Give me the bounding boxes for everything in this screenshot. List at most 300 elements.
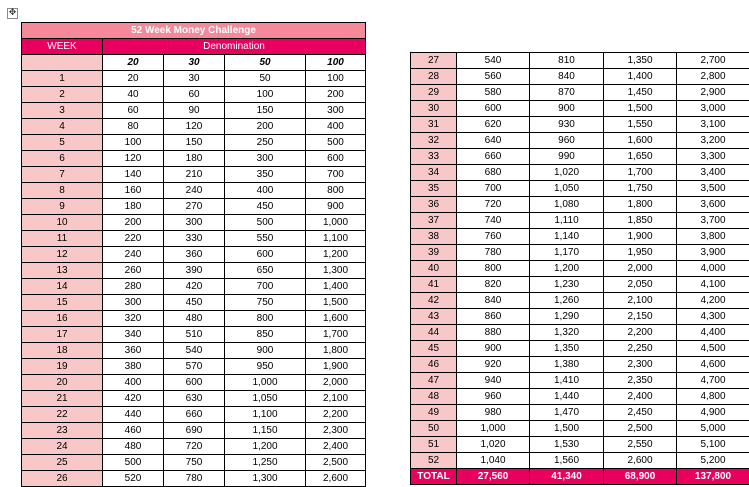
amount-cell: 500 [225,215,306,231]
amount-cell: 580 [457,85,530,101]
table-row [22,183,366,199]
table-row [22,151,366,167]
table-row [411,341,749,357]
amount-cell: 390 [164,263,225,279]
table-row [22,135,366,151]
amount-cell: 600 [164,375,225,391]
week-number-cell: 15 [22,295,103,311]
amount-cell: 1,800 [306,343,366,359]
amount-cell: 60 [103,103,164,119]
amount-cell: 5,200 [677,453,749,469]
amount-cell: 20 [103,71,164,87]
amount-cell: 5,000 [677,421,749,437]
table-row [411,261,749,277]
week-number-cell: 45 [411,341,457,357]
amount-cell: 400 [103,375,164,391]
amount-cell: 1,140 [530,229,604,245]
amount-cell: 2,250 [604,341,677,357]
amount-cell: 690 [164,423,225,439]
amount-cell: 660 [457,149,530,165]
amount-cell: 980 [457,405,530,421]
amount-cell: 3,100 [677,117,749,133]
amount-cell: 350 [225,167,306,183]
amount-cell: 1,850 [604,213,677,229]
amount-cell: 30 [164,71,225,87]
denomination-50: 50 [225,55,306,71]
amount-cell: 200 [103,215,164,231]
table-row [22,327,366,343]
total-row [411,469,749,485]
table-row [22,455,366,471]
amount-cell: 100 [225,87,306,103]
amount-cell: 4,000 [677,261,749,277]
table-row [22,471,366,487]
amount-cell: 1,320 [530,325,604,341]
table-row [411,213,749,229]
amount-cell: 1,040 [457,453,530,469]
total-cell: 137,800 [677,469,749,485]
amount-cell: 1,050 [530,181,604,197]
table-row [411,373,749,389]
week-number-cell: 12 [22,247,103,263]
table-row [22,375,366,391]
week-number-cell: 39 [411,245,457,261]
table-row [22,119,366,135]
amount-cell: 3,900 [677,245,749,261]
week-number-cell: 8 [22,183,103,199]
amount-cell: 440 [103,407,164,423]
table-row [22,407,366,423]
amount-cell: 520 [103,471,164,487]
amount-cell: 1,500 [530,421,604,437]
amount-cell: 1,470 [530,405,604,421]
amount-cell: 2,200 [306,407,366,423]
amount-cell: 2,600 [604,453,677,469]
amount-cell: 1,550 [604,117,677,133]
amount-cell: 1,600 [306,311,366,327]
amount-cell: 1,650 [604,149,677,165]
week-number-cell: 28 [411,69,457,85]
amount-cell: 2,000 [306,375,366,391]
week-number-cell: 29 [411,85,457,101]
table-row [22,279,366,295]
amount-cell: 60 [164,87,225,103]
amount-cell: 1,410 [530,373,604,389]
amount-cell: 2,500 [306,455,366,471]
week-number-cell: 3 [22,103,103,119]
table-row [22,343,366,359]
amount-cell: 4,500 [677,341,749,357]
amount-cell: 540 [457,53,530,69]
week-number-cell: 16 [22,311,103,327]
week-number-cell: 32 [411,133,457,149]
week-number-cell: 2 [22,87,103,103]
amount-cell: 220 [103,231,164,247]
amount-cell: 1,000 [225,375,306,391]
amount-cell: 1,290 [530,309,604,325]
amount-cell: 900 [457,341,530,357]
amount-cell: 930 [530,117,604,133]
amount-cell: 700 [225,279,306,295]
amount-cell: 140 [103,167,164,183]
amount-cell: 100 [103,135,164,151]
week-number-cell: 50 [411,421,457,437]
table-row [22,263,366,279]
week-number-cell: 27 [411,53,457,69]
amount-cell: 780 [164,471,225,487]
amount-cell: 700 [457,181,530,197]
table-move-handle-icon[interactable]: ✥ [7,8,18,19]
amount-cell: 120 [164,119,225,135]
amount-cell: 400 [306,119,366,135]
blank-week-cell [22,55,103,71]
amount-cell: 500 [103,455,164,471]
total-label: TOTAL [411,469,457,485]
amount-cell: 4,700 [677,373,749,389]
amount-cell: 2,550 [604,437,677,453]
amount-cell: 3,300 [677,149,749,165]
amount-cell: 2,200 [604,325,677,341]
week-number-cell: 6 [22,151,103,167]
week-number-cell: 47 [411,373,457,389]
amount-cell: 100 [306,71,366,87]
amount-cell: 1,950 [604,245,677,261]
amount-cell: 1,400 [604,69,677,85]
amount-cell: 480 [164,311,225,327]
amount-cell: 500 [306,135,366,151]
amount-cell: 2,100 [604,293,677,309]
amount-cell: 2,000 [604,261,677,277]
amount-cell: 50 [225,71,306,87]
amount-cell: 3,500 [677,181,749,197]
amount-cell: 4,600 [677,357,749,373]
amount-cell: 300 [103,295,164,311]
amount-cell: 850 [225,327,306,343]
amount-cell: 1,700 [306,327,366,343]
amount-cell: 1,530 [530,437,604,453]
amount-cell: 1,900 [604,229,677,245]
amount-cell: 420 [103,391,164,407]
amount-cell: 940 [457,373,530,389]
amount-cell: 270 [164,199,225,215]
amount-cell: 540 [164,343,225,359]
week-number-cell: 41 [411,277,457,293]
amount-cell: 550 [225,231,306,247]
week-number-cell: 5 [22,135,103,151]
amount-cell: 4,800 [677,389,749,405]
amount-cell: 2,700 [677,53,749,69]
table-row [22,71,366,87]
week-number-cell: 24 [22,439,103,455]
amount-cell: 4,100 [677,277,749,293]
amount-cell: 150 [164,135,225,151]
week-number-cell: 10 [22,215,103,231]
amount-cell: 810 [530,53,604,69]
table-row [22,167,366,183]
week-number-cell: 4 [22,119,103,135]
amount-cell: 720 [457,197,530,213]
week-number-cell: 42 [411,293,457,309]
denomination-header: Denomination [103,39,366,55]
amount-cell: 800 [457,261,530,277]
week-number-cell: 37 [411,213,457,229]
amount-cell: 300 [225,151,306,167]
amount-cell: 2,800 [677,69,749,85]
amount-cell: 1,500 [604,101,677,117]
table-row [411,69,749,85]
amount-cell: 1,800 [604,197,677,213]
header-row [22,39,366,55]
week-number-cell: 46 [411,357,457,373]
amount-cell: 1,000 [306,215,366,231]
amount-cell: 360 [103,343,164,359]
amount-cell: 1,600 [604,133,677,149]
amount-cell: 450 [225,199,306,215]
week-number-cell: 44 [411,325,457,341]
amount-cell: 640 [457,133,530,149]
amount-cell: 180 [164,151,225,167]
total-cell: 27,560 [457,469,530,485]
week-number-cell: 49 [411,405,457,421]
table-row [22,87,366,103]
amount-cell: 480 [103,439,164,455]
week-number-cell: 22 [22,407,103,423]
amount-cell: 2,050 [604,277,677,293]
amount-cell: 2,500 [604,421,677,437]
amount-cell: 920 [457,357,530,373]
week-number-cell: 48 [411,389,457,405]
amount-cell: 1,150 [225,423,306,439]
table-row [411,165,749,181]
amount-cell: 1,200 [225,439,306,455]
amount-cell: 1,440 [530,389,604,405]
week-number-cell: 40 [411,261,457,277]
amount-cell: 1,170 [530,245,604,261]
amount-cell: 4,300 [677,309,749,325]
amount-cell: 840 [457,293,530,309]
table-row [411,421,749,437]
amount-cell: 860 [457,309,530,325]
week-number-cell: 31 [411,117,457,133]
amount-cell: 3,400 [677,165,749,181]
table-row [411,229,749,245]
week-header: WEEK [22,39,103,55]
table-row [411,325,749,341]
amount-cell: 800 [225,311,306,327]
amount-cell: 2,450 [604,405,677,421]
table-row [411,181,749,197]
amount-cell: 1,200 [306,247,366,263]
amount-cell: 160 [103,183,164,199]
amount-cell: 800 [306,183,366,199]
amount-cell: 320 [103,311,164,327]
title-row [22,23,366,39]
table-row [22,103,366,119]
week-number-cell: 7 [22,167,103,183]
week-number-cell: 51 [411,437,457,453]
left-table [21,22,366,487]
amount-cell: 280 [103,279,164,295]
table-row [411,117,749,133]
amount-cell: 1,000 [457,421,530,437]
amount-cell: 2,400 [306,439,366,455]
amount-cell: 210 [164,167,225,183]
week-number-cell: 14 [22,279,103,295]
amount-cell: 400 [225,183,306,199]
table-row [411,149,749,165]
amount-cell: 1,380 [530,357,604,373]
amount-cell: 750 [225,295,306,311]
week-number-cell: 23 [22,423,103,439]
left-table-body [22,23,366,487]
week-number-cell: 20 [22,375,103,391]
table-row [22,423,366,439]
week-number-cell: 33 [411,149,457,165]
amount-cell: 950 [225,359,306,375]
amount-cell: 900 [306,199,366,215]
week-number-cell: 25 [22,455,103,471]
amount-cell: 200 [306,87,366,103]
amount-cell: 630 [164,391,225,407]
table-row [22,311,366,327]
amount-cell: 420 [164,279,225,295]
denomination-100: 100 [306,55,366,71]
table-row [411,53,749,69]
week-number-cell: 36 [411,197,457,213]
table-row [411,277,749,293]
amount-cell: 880 [457,325,530,341]
amount-cell: 1,200 [530,261,604,277]
amount-cell: 760 [457,229,530,245]
table-row [411,437,749,453]
amount-cell: 1,560 [530,453,604,469]
amount-cell: 180 [103,199,164,215]
amount-cell: 3,800 [677,229,749,245]
amount-cell: 960 [457,389,530,405]
amount-cell: 240 [103,247,164,263]
table-row [411,133,749,149]
amount-cell: 1,250 [225,455,306,471]
table-row [22,199,366,215]
table-row [411,197,749,213]
amount-cell: 240 [164,183,225,199]
amount-cell: 1,450 [604,85,677,101]
amount-cell: 600 [457,101,530,117]
amount-cell: 450 [164,295,225,311]
amount-cell: 1,050 [225,391,306,407]
week-number-cell: 30 [411,101,457,117]
amount-cell: 510 [164,327,225,343]
amount-cell: 3,600 [677,197,749,213]
amount-cell: 330 [164,231,225,247]
amount-cell: 1,750 [604,181,677,197]
week-number-cell: 18 [22,343,103,359]
amount-cell: 2,300 [306,423,366,439]
week-number-cell: 52 [411,453,457,469]
amount-cell: 660 [164,407,225,423]
amount-cell: 560 [457,69,530,85]
table-row [411,405,749,421]
table-row [22,215,366,231]
amount-cell: 300 [164,215,225,231]
denomination-values-row [22,55,366,71]
amount-cell: 1,020 [530,165,604,181]
amount-cell: 1,080 [530,197,604,213]
table-row [22,439,366,455]
amount-cell: 300 [306,103,366,119]
table-row [411,309,749,325]
amount-cell: 1,300 [225,471,306,487]
amount-cell: 990 [530,149,604,165]
amount-cell: 120 [103,151,164,167]
table-row [411,245,749,261]
week-number-cell: 35 [411,181,457,197]
amount-cell: 570 [164,359,225,375]
table-row [22,391,366,407]
amount-cell: 4,200 [677,293,749,309]
amount-cell: 1,230 [530,277,604,293]
week-number-cell: 17 [22,327,103,343]
amount-cell: 380 [103,359,164,375]
table-row [411,85,749,101]
amount-cell: 3,200 [677,133,749,149]
table-row [22,231,366,247]
week-number-cell: 11 [22,231,103,247]
amount-cell: 600 [225,247,306,263]
amount-cell: 820 [457,277,530,293]
amount-cell: 5,100 [677,437,749,453]
table-row [411,357,749,373]
amount-cell: 780 [457,245,530,261]
amount-cell: 2,400 [604,389,677,405]
amount-cell: 1,500 [306,295,366,311]
amount-cell: 1,400 [306,279,366,295]
amount-cell: 360 [164,247,225,263]
amount-cell: 2,150 [604,309,677,325]
amount-cell: 2,300 [604,357,677,373]
amount-cell: 4,400 [677,325,749,341]
amount-cell: 1,260 [530,293,604,309]
table-row [411,389,749,405]
amount-cell: 2,900 [677,85,749,101]
amount-cell: 870 [530,85,604,101]
table-row [22,295,366,311]
week-number-cell: 1 [22,71,103,87]
amount-cell: 720 [164,439,225,455]
week-number-cell: 43 [411,309,457,325]
amount-cell: 1,100 [225,407,306,423]
table-title: 52 Week Money Challenge [22,23,366,39]
week-number-cell: 19 [22,359,103,375]
amount-cell: 260 [103,263,164,279]
amount-cell: 1,900 [306,359,366,375]
total-cell: 68,900 [604,469,677,485]
amount-cell: 2,100 [306,391,366,407]
amount-cell: 600 [306,151,366,167]
denomination-20: 20 [103,55,164,71]
amount-cell: 1,350 [604,53,677,69]
amount-cell: 2,600 [306,471,366,487]
amount-cell: 3,000 [677,101,749,117]
amount-cell: 150 [225,103,306,119]
right-table [410,52,749,485]
amount-cell: 900 [530,101,604,117]
amount-cell: 40 [103,87,164,103]
amount-cell: 1,700 [604,165,677,181]
amount-cell: 650 [225,263,306,279]
amount-cell: 1,020 [457,437,530,453]
amount-cell: 4,900 [677,405,749,421]
